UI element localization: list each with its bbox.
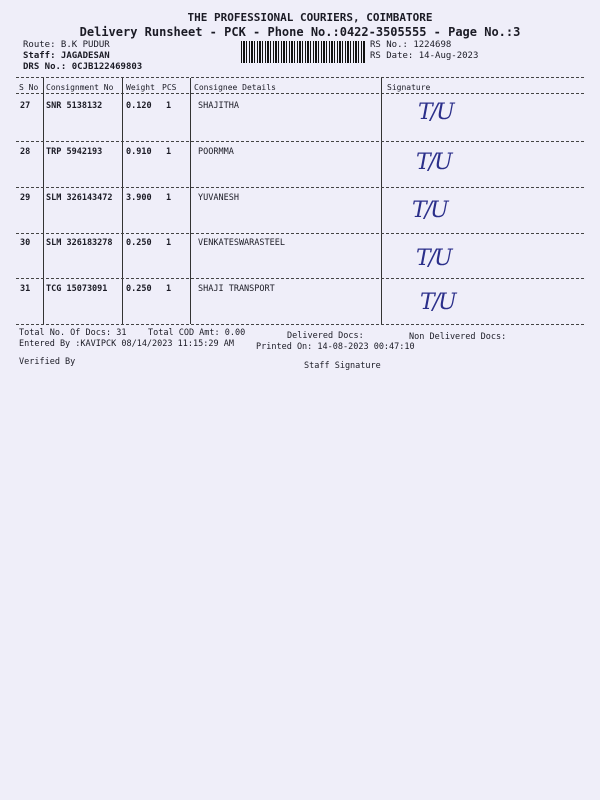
row-consignee: SHAJITHA [198, 101, 239, 111]
row-rule [16, 278, 584, 279]
column-divider [43, 78, 44, 324]
row-consignee: VENKATESWARASTEEL [198, 238, 285, 248]
table-top-rule [16, 77, 584, 78]
row-consignment: SLM 326143472 [46, 193, 113, 203]
signature-mark: T/U [412, 198, 447, 223]
row-weight: 0.910 [126, 147, 152, 157]
row-consignment: SNR 5138132 [46, 101, 103, 111]
col-pcs-header: PCS [162, 83, 177, 92]
col-consignment-header: Consignment No [46, 83, 114, 92]
rs-number: RS No.: 1224698 [370, 40, 452, 50]
row-sno: 31 [20, 284, 31, 294]
company-name: THE PROFESSIONAL COURIERS, COIMBATORE [187, 11, 433, 24]
row-consignee: POORMMA [198, 147, 234, 157]
row-consignment: SLM 326183278 [46, 238, 113, 248]
column-divider [381, 78, 382, 324]
printed-on: Printed On: 14-08-2023 00:47:10 [256, 342, 415, 352]
total-docs: Total No. Of Docs: 31 [19, 328, 127, 338]
row-sno: 28 [20, 147, 31, 157]
row-consignee: SHAJI TRANSPORT [198, 284, 275, 294]
verified-by: Verified By [19, 357, 76, 367]
row-weight: 0.250 [126, 284, 152, 294]
row-sno: 29 [20, 193, 31, 203]
row-consignment: TCG 15073091 [46, 284, 108, 294]
column-divider [122, 78, 123, 324]
row-pcs: 1 [166, 101, 172, 111]
signature-mark: T/U [420, 290, 455, 315]
row-pcs: 1 [166, 238, 172, 248]
drs-number: DRS No.: 0CJB122469803 [23, 62, 143, 72]
row-weight: 0.250 [126, 238, 152, 248]
total-cod-amount: Total COD Amt: 0.00 [148, 328, 246, 338]
row-sno: 30 [20, 238, 31, 248]
col-signature-header: Signature [387, 83, 431, 92]
table-bottom-rule [16, 324, 584, 325]
signature-mark: T/U [416, 246, 451, 271]
signature-mark: T/U [418, 100, 453, 125]
row-weight: 0.120 [126, 101, 152, 111]
entered-by: Entered By :KAVIPCK 08/14/2023 11:15:29 AM [19, 339, 234, 349]
row-rule [16, 141, 584, 142]
row-pcs: 1 [166, 147, 172, 157]
route-label: Route: B.K PUDUR [23, 40, 110, 50]
staff-signature-label: Staff Signature [304, 361, 381, 371]
runsheet-title: Delivery Runsheet - PCK - Phone No.:0422-3505555 - Page No.:3 [79, 25, 521, 39]
row-pcs: 1 [166, 284, 172, 294]
staff-label: Staff: JAGADESAN [23, 51, 110, 61]
row-rule [16, 187, 584, 188]
col-weight-header: Weight [126, 83, 155, 92]
row-weight: 3.900 [126, 193, 152, 203]
non-delivered-docs: Non Delivered Docs: [409, 332, 507, 342]
barcode-image [241, 41, 365, 63]
row-rule [16, 233, 584, 234]
row-pcs: 1 [166, 193, 172, 203]
delivered-docs: Delivered Docs: [287, 331, 364, 341]
table-header-rule [16, 93, 584, 94]
column-divider [190, 78, 191, 324]
row-sno: 27 [20, 101, 31, 111]
col-consignee-header: Consignee Details [194, 83, 276, 92]
rs-date: RS Date: 14-Aug-2023 [370, 51, 479, 61]
row-consignment: TRP 5942193 [46, 147, 103, 157]
col-sno-header: S No [19, 83, 39, 92]
signature-mark: T/U [416, 150, 451, 175]
row-consignee: YUVANESH [198, 193, 239, 203]
